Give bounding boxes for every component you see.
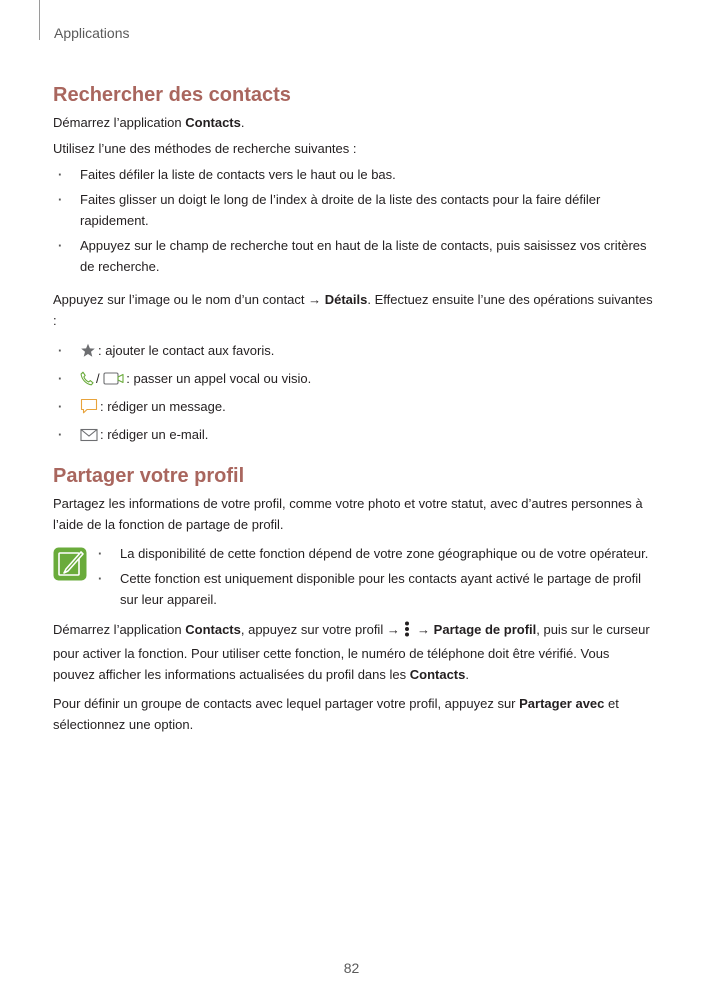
contact-actions-list [53, 340, 653, 448]
more-options-icon [403, 621, 411, 643]
list-item-favorite [53, 340, 653, 364]
page-content [53, 82, 653, 735]
phone-icon [80, 371, 94, 392]
list-item: · La disponibilité de cette fonction dépend de votre zone géographique ou de votre opérateur. [93, 543, 653, 564]
share-instructions-paragraph [53, 619, 653, 685]
instruction-text: Pour définir un groupe de contacts avec lequel partager votre profil, appuyez sur [53, 696, 520, 711]
option-label-share-with: Partager avec [519, 696, 605, 711]
video-icon [103, 371, 124, 392]
list-item-call [53, 368, 653, 392]
share-intro-paragraph: Partagez les informations de votre profil, comme votre photo et votre statut, avec d’autres personnes à l’aide de la fonction de partage de profil. [53, 496, 643, 532]
app-name-contacts: Contacts [185, 115, 241, 130]
action-label: : rédiger un message. [100, 399, 226, 414]
note-box [53, 543, 653, 610]
action-label: : rédiger un e-mail. [100, 427, 209, 442]
search-methods-list [53, 164, 653, 277]
section-title-search-contacts: Rechercher des contacts [53, 84, 291, 106]
instruction-text: , appuyez sur votre profil → [240, 622, 404, 637]
note-list [93, 543, 653, 610]
page-number: 82 [343, 960, 360, 976]
star-icon [80, 343, 96, 364]
message-icon [80, 398, 98, 420]
list-item-email [53, 424, 653, 448]
email-icon [80, 427, 98, 448]
methods-intro: Utilisez l’une des méthodes de recherche suivantes : [53, 141, 357, 156]
menu-label-profile-sharing: Partage de profil [433, 622, 537, 637]
header-rule [39, 0, 40, 40]
list-item-message [53, 396, 653, 420]
launch-text: Démarrez l’application [53, 115, 186, 130]
instruction-text: Démarrez l’application [53, 622, 186, 637]
separator: / [96, 371, 100, 386]
details-suffix: . Effectuez ensuite l’une des opérations suivantes : [53, 292, 653, 328]
launch-suffix: . [240, 115, 245, 130]
app-name-contacts: Contacts [409, 667, 466, 682]
action-label: : passer un appel vocal ou visio. [126, 371, 312, 386]
instruction-text: , puis sur le curseur pour activer la fonction. Pour utiliser cette fonction, le numéro de téléphone doit être vérifié. Vous pouvez afficher les informations actualisées du profil dans les [53, 622, 650, 682]
share-group-paragraph [53, 693, 653, 735]
list-item: · Faites défiler la liste de contacts vers le haut ou le bas. [53, 164, 653, 185]
section-title-share-profile: Partager votre profil [53, 465, 245, 487]
launch-paragraph [53, 112, 653, 133]
instruction-text: . [465, 667, 469, 682]
details-paragraph [53, 289, 653, 331]
details-text: Appuyez sur l’image ou le nom d’un contact → [53, 292, 325, 307]
list-item: · Cette fonction est uniquement disponible pour les contacts ayant activé le partage de profil sur leur appareil. [93, 568, 653, 610]
instruction-text: → [413, 622, 434, 637]
list-item: · Appuyez sur le champ de recherche tout en haut de la liste de contacts, puis saisissez vos critères de recherche. [53, 235, 653, 277]
details-label: Détails [324, 292, 368, 307]
list-item: · Faites glisser un doigt le long de l’index à droite de la liste des contacts pour la faire défiler rapidement. [53, 189, 653, 231]
note-pencil-icon [53, 547, 87, 581]
instruction-text: et sélectionnez une option. [53, 696, 619, 732]
action-label: : ajouter le contact aux favoris. [98, 343, 275, 358]
chapter-header: Applications [54, 25, 130, 41]
app-name-contacts: Contacts [185, 622, 241, 637]
